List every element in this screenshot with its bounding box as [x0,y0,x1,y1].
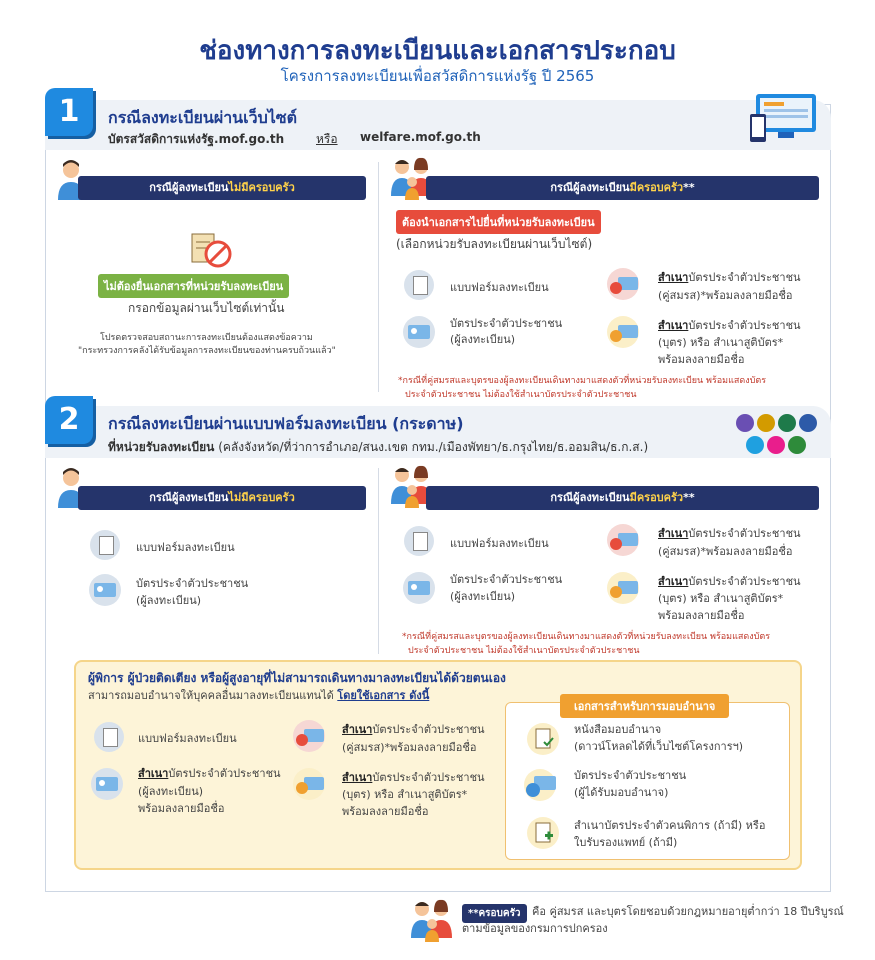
s1-family-note1: *กรณีที่คู่สมรสและบุตรของผู้ลงทะเบียนเดินทางมาแสดงตัวที่หน่วยรับลงทะเบียน พร้อมแสดงบัตร [398,376,767,386]
s1-family-header: กรณีผู้ลงทะเบียนมีครอบครัว** [426,176,819,200]
s1-submit-pill: ต้องนำเอกสารไปยื่นที่หน่วยรับลงทะเบียน [396,210,601,234]
child-card-icon [606,316,640,348]
s2-family-header: กรณีผู้ลงทะเบียนมีครอบครัว** [426,486,819,510]
s1-child-line3: พร้อมลงลายมือชื่อ [658,353,745,366]
s2-family-note2: ประจำตัวประชาชน ไม่ต้องใช้สำเนาบัตรประจำตัวประชาชน [408,646,640,656]
poa-line2: (ดาวน์โหลดได้ที่เว็บไซต์โครงการฯ) [574,740,744,753]
section1-site2: welfare.mof.go.th [360,130,481,144]
proxy-form: แบบฟอร์มลงทะเบียน [138,732,237,745]
s1-family-note2: ประจำตัวประชาชน ไม่ต้องใช้สำเนาบัตรประจำตัวประชาชน [405,390,637,400]
proxy-child2: (บุตร) หรือ สำเนาสูติบัตร* [342,788,468,801]
s2-f-spouse1: สำเนาบัตรประจำตัวประชาชน [658,527,801,540]
medical-certificate-icon [526,816,560,850]
divider [378,468,379,654]
proxy-child3: พร้อมลงลายมือชื่อ [342,805,429,818]
page-subtitle: โครงการลงทะเบียนเพื่อสวัสดิการแห่งรัฐ ปี 2565 [280,67,595,85]
section1-number: 1 [45,88,93,136]
s1-spouse-line2: (คู่สมรส)*พร้อมลงลายมือชื่อ [658,289,793,302]
s1-status-note2: "กระทรวงการคลังได้รับข้อมูลการลงทะเบียนของท่านครบถ้วนแล้ว" [78,346,336,356]
form-icon [404,270,434,300]
poa-box-title: เอกสารสำหรับการมอบอำนาจ [560,694,729,718]
s2-nofamily-header: กรณีผู้ลงทะเบียนไม่มีครอบครัว [78,486,366,510]
proxy-own2: (ผู้ลงทะเบียน) [138,785,204,798]
agency-logo-5 [746,436,764,454]
section1-title: กรณีลงทะเบียนผ่านเว็บไซต์ [108,108,298,127]
s1-spouse-line1: สำเนาบัตรประจำตัวประชาชน [658,271,801,284]
agency-logo-7 [788,436,806,454]
form-icon [94,722,124,752]
spouse-card-icon [292,720,326,752]
disability-line2: ใบรับรองแพทย์ (ถ้ามี) [574,836,678,849]
s2-f-child1: สำเนาบัตรประจำตัวประชาชน [658,575,801,588]
s1-nofamily-header: กรณีผู้ลงทะเบียนไม่มีครอบครัว [78,176,366,200]
section1-or: หรือ [316,132,338,146]
form-icon [90,530,120,560]
divider [378,162,379,392]
child-card-icon [606,572,640,604]
section2-title: กรณีลงทะเบียนผ่านแบบฟอร์มลงทะเบียน (กระดาษ) [108,414,464,433]
footer-text2: ตามข้อมูลของกรมการปกครอง [462,922,608,935]
agency-logo-4 [799,414,817,432]
s1-no-submit-pill: ไม่ต้องยื่นเอกสารที่หน่วยรับลงทะเบียน [98,274,289,298]
id-card-icon [402,316,436,348]
id-card-icon [402,572,436,604]
agency-logo-3 [778,414,796,432]
s2-family-note1: *กรณีที่คู่สมรสและบุตรของผู้ลงทะเบียนเดินทางมาแสดงตัวที่หน่วยรับลงทะเบียน พร้อมแสดงบัตร [402,632,771,642]
s1-form-label: แบบฟอร์มลงทะเบียน [450,281,549,294]
agency-logo-2 [757,414,775,432]
id-card-icon [90,768,124,800]
family-icon [410,898,454,942]
s2-f-form: แบบฟอร์มลงทะเบียน [450,537,549,550]
proxy-id1: บัตรประจำตัวประชาชน [574,769,687,782]
s2-nf-id2: (ผู้ลงทะเบียน) [136,594,202,607]
s1-choose-unit: (เลือกหน่วยรับลงทะเบียนผ่านเว็บไซต์) [396,237,593,251]
agency-logo-1 [736,414,754,432]
proxy-spouse1: สำเนาบัตรประจำตัวประชาชน [342,723,485,736]
s2-f-id2: (ผู้ลงทะเบียน) [450,590,516,603]
spouse-card-icon [606,268,640,300]
page-title: ช่องทางการลงทะเบียนและเอกสารประกอบ [199,36,676,66]
s2-nf-id1: บัตรประจำตัวประชาชน [136,577,249,590]
no-document-icon [188,230,234,270]
s2-f-spouse2: (คู่สมรส)*พร้อมลงลายมือชื่อ [658,545,793,558]
disability-line1: สำเนาบัตรประจำตัวคนพิการ (ถ้ามี) หรือ [574,819,766,832]
child-card-icon [292,768,326,800]
section2-number: 2 [45,396,93,444]
s1-child-line1: สำเนาบัตรประจำตัวประชาชน [658,319,801,332]
section1-site1: บัตรสวัสดิการแห่งรัฐ.mof.go.th [108,132,285,146]
computer-icon [750,92,818,144]
s1-idcard-line1: บัตรประจำตัวประชาชน [450,317,563,330]
agency-logo-6 [767,436,785,454]
proxy-title: ผู้พิการ ผู้ป่วยติดเตียง หรือผู้สูงอายุที่ไม่สามารถเดินทางมาลงทะเบียนได้ด้วยตนเอง [88,671,506,685]
s2-f-child2: (บุตร) หรือ สำเนาสูติบัตร* [658,592,784,605]
footer-badge: **ครอบครัว [462,904,527,923]
spouse-card-icon [606,524,640,556]
s1-web-only: กรอกข้อมูลผ่านเว็บไซต์เท่านั้น [128,301,285,315]
poa-document-icon [526,722,560,756]
section2-agencies: ที่หน่วยรับลงทะเบียน (คลังจังหวัด/ที่ว่าการอำเภอ/สนง.เขต กทม./เมืองพัทยา/ธ.กรุงไทย/ธ.ออมสิน/ธ.ก.ส.) [108,440,649,454]
proxy-child1: สำเนาบัตรประจำตัวประชาชน [342,771,485,784]
proxy-spouse2: (คู่สมรส)*พร้อมลงลายมือชื่อ [342,741,477,754]
proxy-own1: สำเนาบัตรประจำตัวประชาชน [138,767,281,780]
id-card-icon [88,574,122,606]
s1-status-note1: โปรดตรวจสอบสถานะการลงทะเบียนต้องแสดงข้อความ [100,333,313,343]
s2-f-id1: บัตรประจำตัวประชาชน [450,573,563,586]
proxy-own3: พร้อมลงลายมือชื่อ [138,802,225,815]
s1-idcard-line2: (ผู้ลงทะเบียน) [450,333,516,346]
s2-f-child3: พร้อมลงลายมือชื่อ [658,609,745,622]
s2-nf-form: แบบฟอร์มลงทะเบียน [136,541,235,554]
proxy-id-card-icon [522,768,558,802]
footer-text1: คือ คู่สมรส และบุตรโดยชอบด้วยกฎหมายอายุต่ำกว่า 18 ปีบริบูรณ์ [532,905,844,918]
proxy-subtitle: สามารถมอบอำนาจให้บุคคลอื่นมาลงทะเบียนแทนได้ โดยใช้เอกสาร ดังนี้ [88,689,430,702]
form-icon [404,526,434,556]
poa-line1: หนังสือมอบอำนาจ [574,723,662,736]
s1-child-line2: (บุตร) หรือ สำเนาสูติบัตร* [658,336,784,349]
proxy-id2: (ผู้ได้รับมอบอำนาจ) [574,786,669,799]
